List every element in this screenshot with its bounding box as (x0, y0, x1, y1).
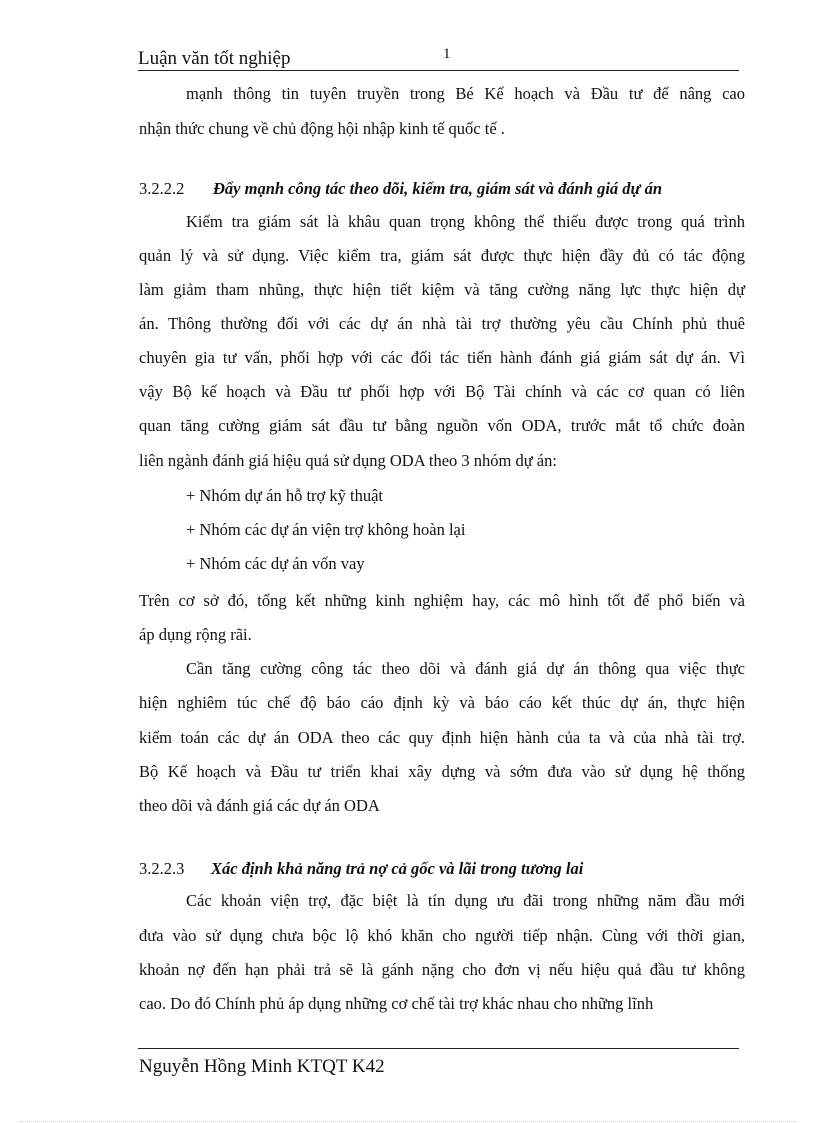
body-line: áp dụng rộng rãi. (139, 625, 252, 644)
bullet-item: + Nhóm các dự án viện trợ không hoàn lại (186, 520, 466, 539)
section-number: 3.2.2.2 (139, 179, 185, 198)
section-heading (139, 858, 745, 880)
body-line: cao. Do đó Chính phủ áp dụng những cơ chế tài trợ khác nhau cho những lĩnh (139, 994, 654, 1013)
body-line: Bộ Kế hoạch và Đầu tư triển khai xây dựng và sớm đưa vào sử dụng hệ thống (139, 762, 745, 781)
body-line: đưa vào sử dụng chưa bộc lộ khó khăn cho người tiếp nhận. Cùng với thời gian, (139, 926, 745, 945)
body-line: theo dõi và đánh giá các dự án ODA (139, 796, 380, 815)
section-title: Xác định khả năng trả nợ cả gốc và lãi trong tương lai (211, 859, 584, 878)
body-line: liên ngành đánh giá hiệu quả sử dụng ODA theo 3 nhóm dự án: (139, 451, 557, 470)
body-line: quản lý và sử dụng. Việc kiểm tra, giám sát được thực hiện đầy đủ có tác động (139, 246, 745, 265)
section-title: Đẩy mạnh công tác theo dõi, kiểm tra, giám sát và đánh giá dự án (213, 179, 662, 198)
page-header (138, 46, 739, 71)
footer-author: Nguyễn Hồng Minh KTQT K42 (139, 1056, 385, 1077)
body-line: vậy Bộ kế hoạch và Đầu tư phối hợp với Bộ Tài chính và các cơ quan có liên (139, 382, 745, 401)
body-line: mạnh thông tin tuyên truyền trong Bé Kế hoạch và Đầu tư để nâng cao (186, 84, 745, 103)
body-line: kiểm toán các dự án ODA theo các quy định hiện hành của ta và của nhà tài trợ. (139, 728, 745, 747)
body-line: chuyên gia tư vấn, phối hợp với các đối tác tiến hành đánh giá giám sát dự án. Vì (139, 348, 745, 367)
body-line: Trên cơ sở đó, tổng kết những kinh nghiệm hay, các mô hình tốt để phổ biến và (139, 591, 745, 610)
body-line: Kiểm tra giám sát là khâu quan trọng không thể thiếu được trong quá trình (186, 212, 745, 231)
section-heading (139, 178, 745, 200)
bullet-item: + Nhóm các dự án vốn vay (186, 554, 365, 573)
header-title: Luận văn tốt nghiệp (138, 48, 291, 69)
body-line: quan tăng cường giám sát đầu tư bằng nguồn vốn ODA, trước mắt tổ chức đoàn (139, 416, 745, 435)
page-number: 1 (443, 46, 451, 62)
body-line: làm giảm tham nhũng, thực hiện tiết kiệm và tăng cường năng lực thực hiện dự (139, 280, 745, 299)
footer-rule (138, 1048, 739, 1049)
body-line: Cần tăng cường công tác theo dõi và đánh giá dự án thông qua việc thực (186, 659, 745, 678)
body-line: khoản nợ đến hạn phải trả sẽ là gánh nặng cho đơn vị nếu hiệu quả đầu tư không (139, 960, 745, 979)
body-line: hiện nghiêm túc chế độ báo cáo định kỳ và báo cáo kết thúc dự án, thực hiện (139, 693, 745, 712)
bullet-item: + Nhóm dự án hỗ trợ kỹ thuật (186, 486, 383, 505)
section-number: 3.2.2.3 (139, 859, 185, 878)
page-edge (20, 1121, 796, 1122)
body-line: nhận thức chung về chủ động hội nhập kinh tế quốc tế . (139, 119, 505, 138)
body-line: Các khoản viện trợ, đặc biệt là tín dụng ưu đãi trong những năm đầu mới (186, 891, 745, 910)
body-line: án. Thông thường đối với các dự án nhà tài trợ thường yêu cầu Chính phủ thuê (139, 314, 745, 333)
